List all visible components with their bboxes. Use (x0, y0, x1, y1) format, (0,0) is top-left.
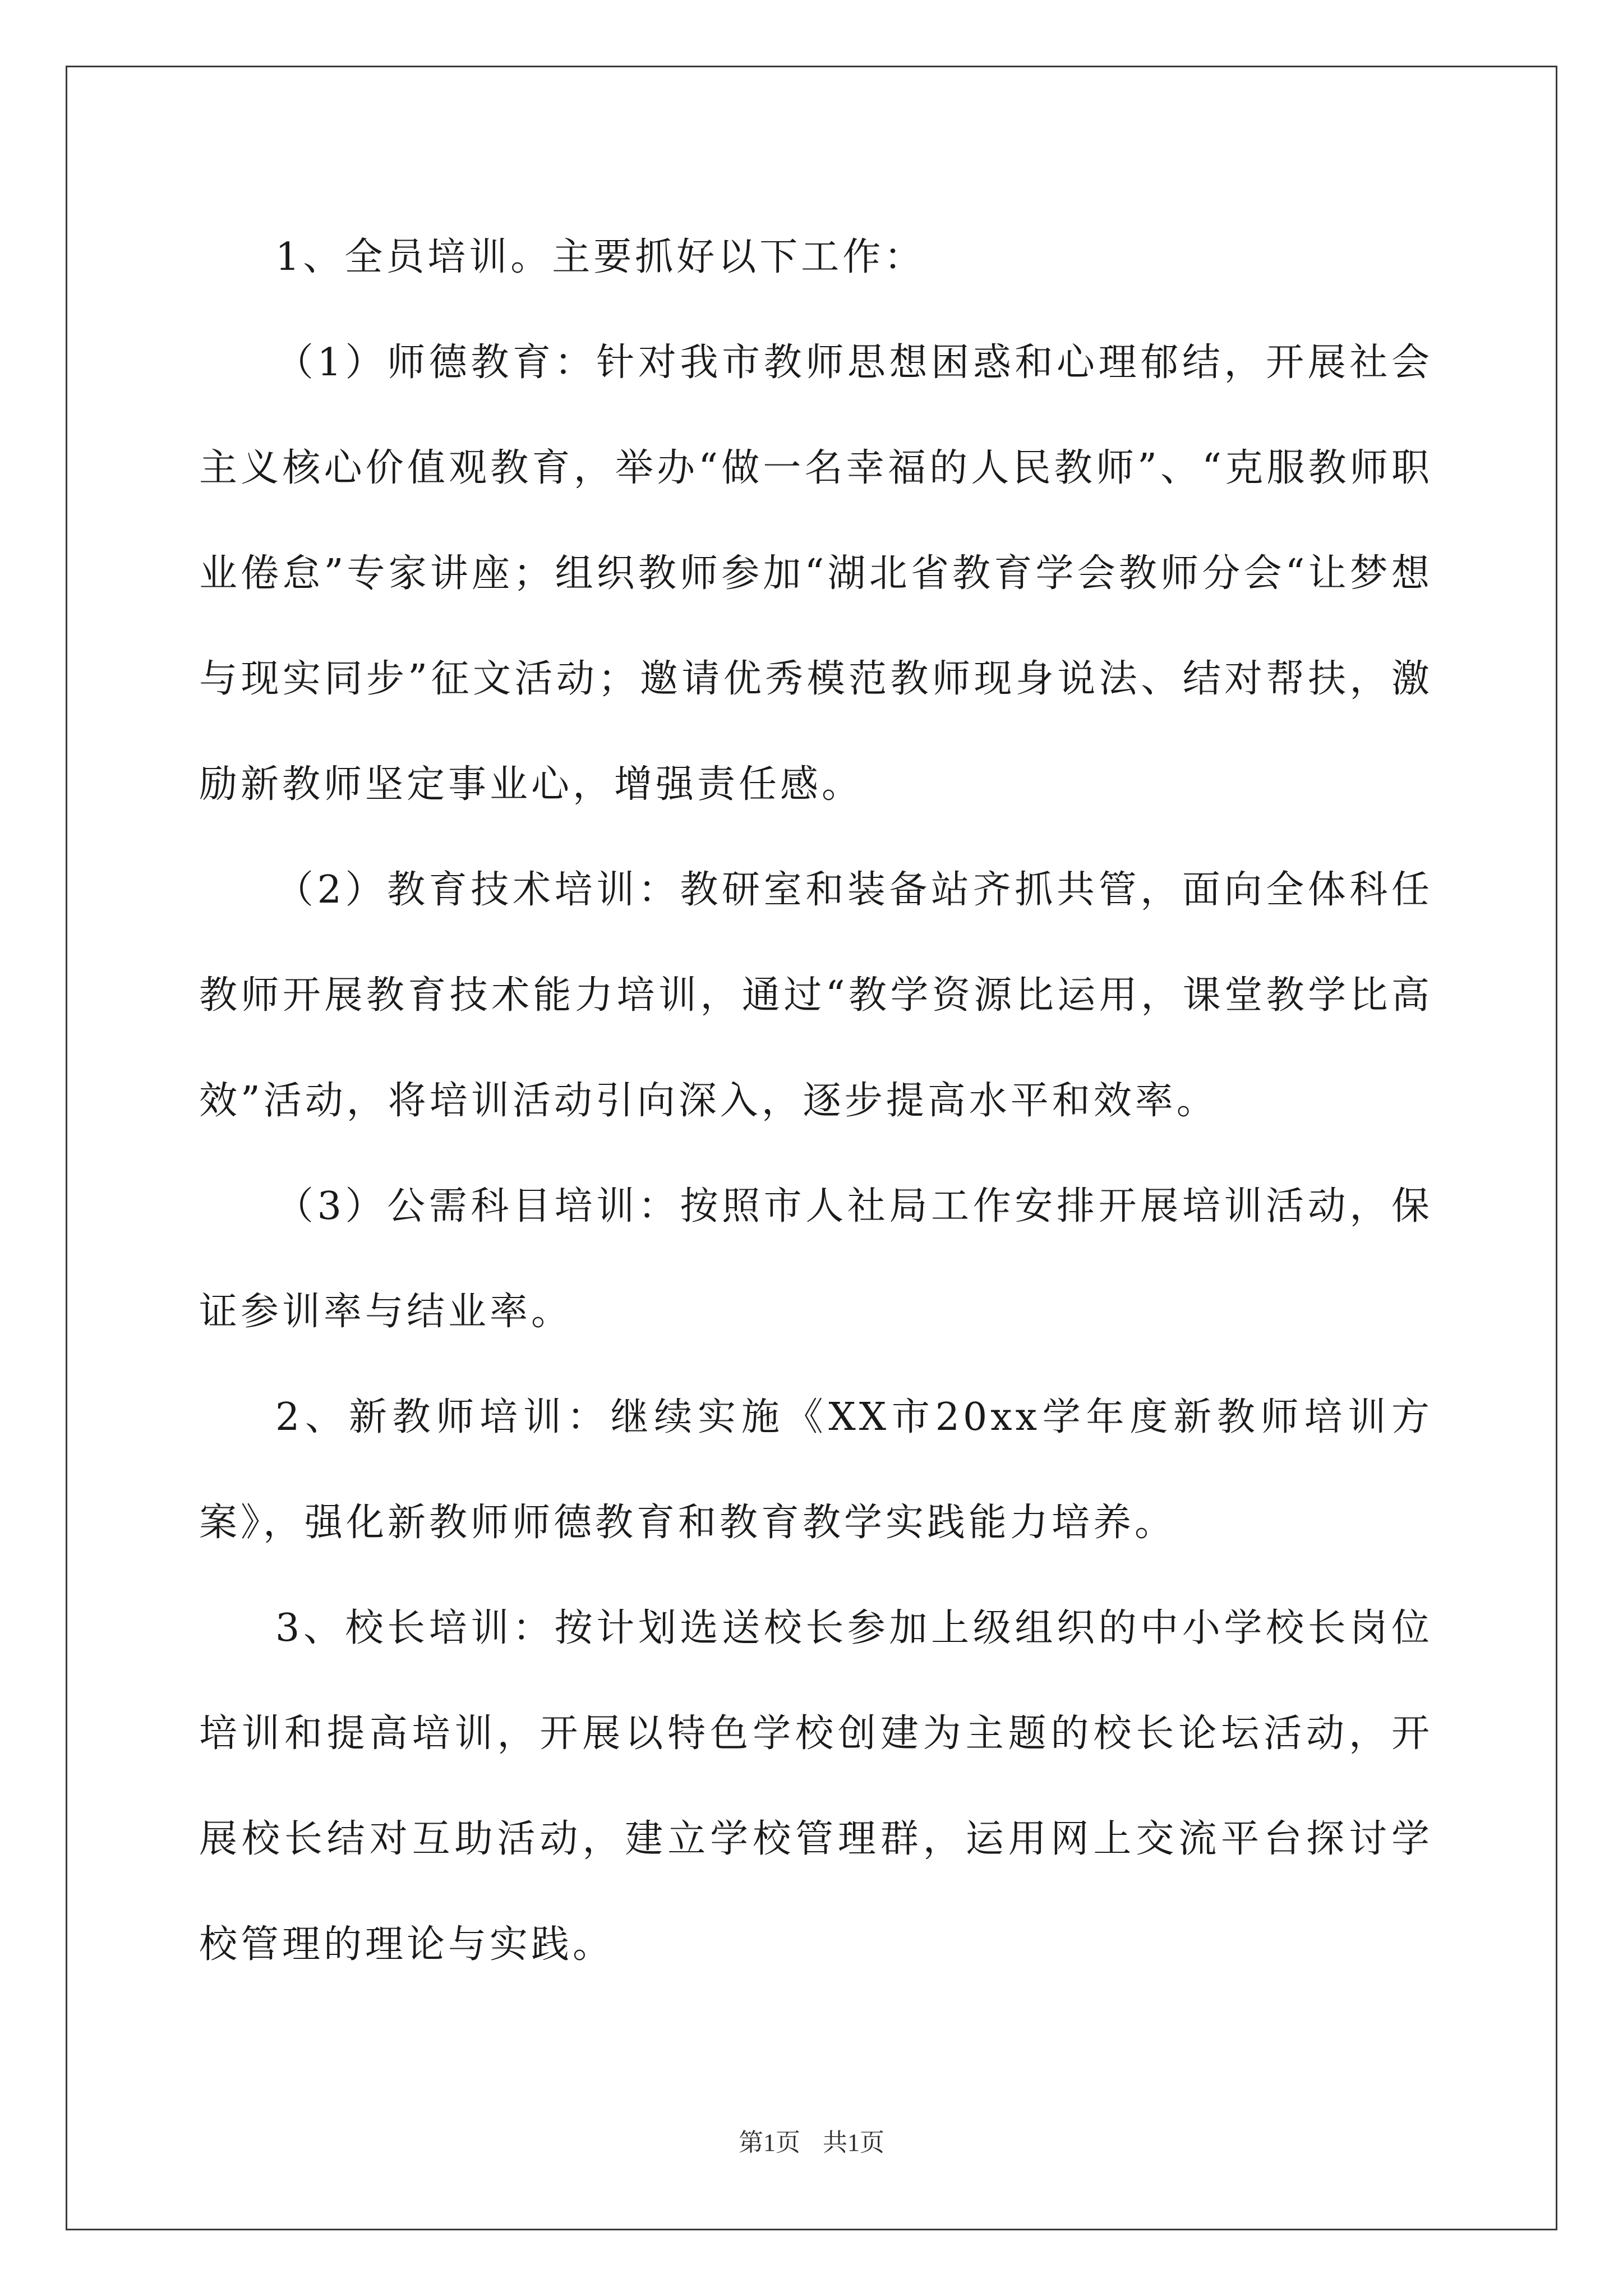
paragraph-3: （2）教育技术培训：教研室和装备站齐抓共管，面向全体科任教师开展教育技术能力培训，通过“教学资源比运用，课堂教学比高效”活动，将培训活动引向深入，逐步提高水平和效率。 (199, 868, 1433, 1123)
paragraph-1: 1、全员培训。主要抓好以下工作： (275, 235, 926, 279)
page-total: 共1页 (823, 2129, 884, 2156)
document-body (199, 205, 1433, 1998)
paragraph-6: 3、校长培训：按计划选送校长参加上级组织的中小学校长岗位培训和提高培训，开展以特色学校创建为主题的校长论坛活动，开展校长结对互助活动，建立学校管理群，运用网上交流平台探讨学校管理的理论与实践。 (199, 1606, 1433, 1967)
paragraph-5: 2、新教师培训：继续实施《XX市20xx学年度新教师培训方案》，强化新教师师德教育和教育教学实践能力培养。 (199, 1395, 1433, 1545)
paragraph-4: （3）公需科目培训：按照市人社局工作安排开展培训活动，保证参训率与结业率。 (199, 1184, 1433, 1334)
paragraph-2: （1）师德教育：针对我市教师思想困惑和心理郁结，开展社会主义核心价值观教育，举办“做一名幸福的人民教师”、“克服教师职业倦怠”专家讲座；组织教师参加“湖北省教育学会教师分会“让梦想与现实同步”征文活动；邀请优秀模范教师现身说法、结对帮扶，激励新教师坚定事业心，增强责任感。 (199, 341, 1433, 807)
page-footer (0, 2126, 1623, 2160)
page-number: 第1页 (739, 2129, 800, 2156)
